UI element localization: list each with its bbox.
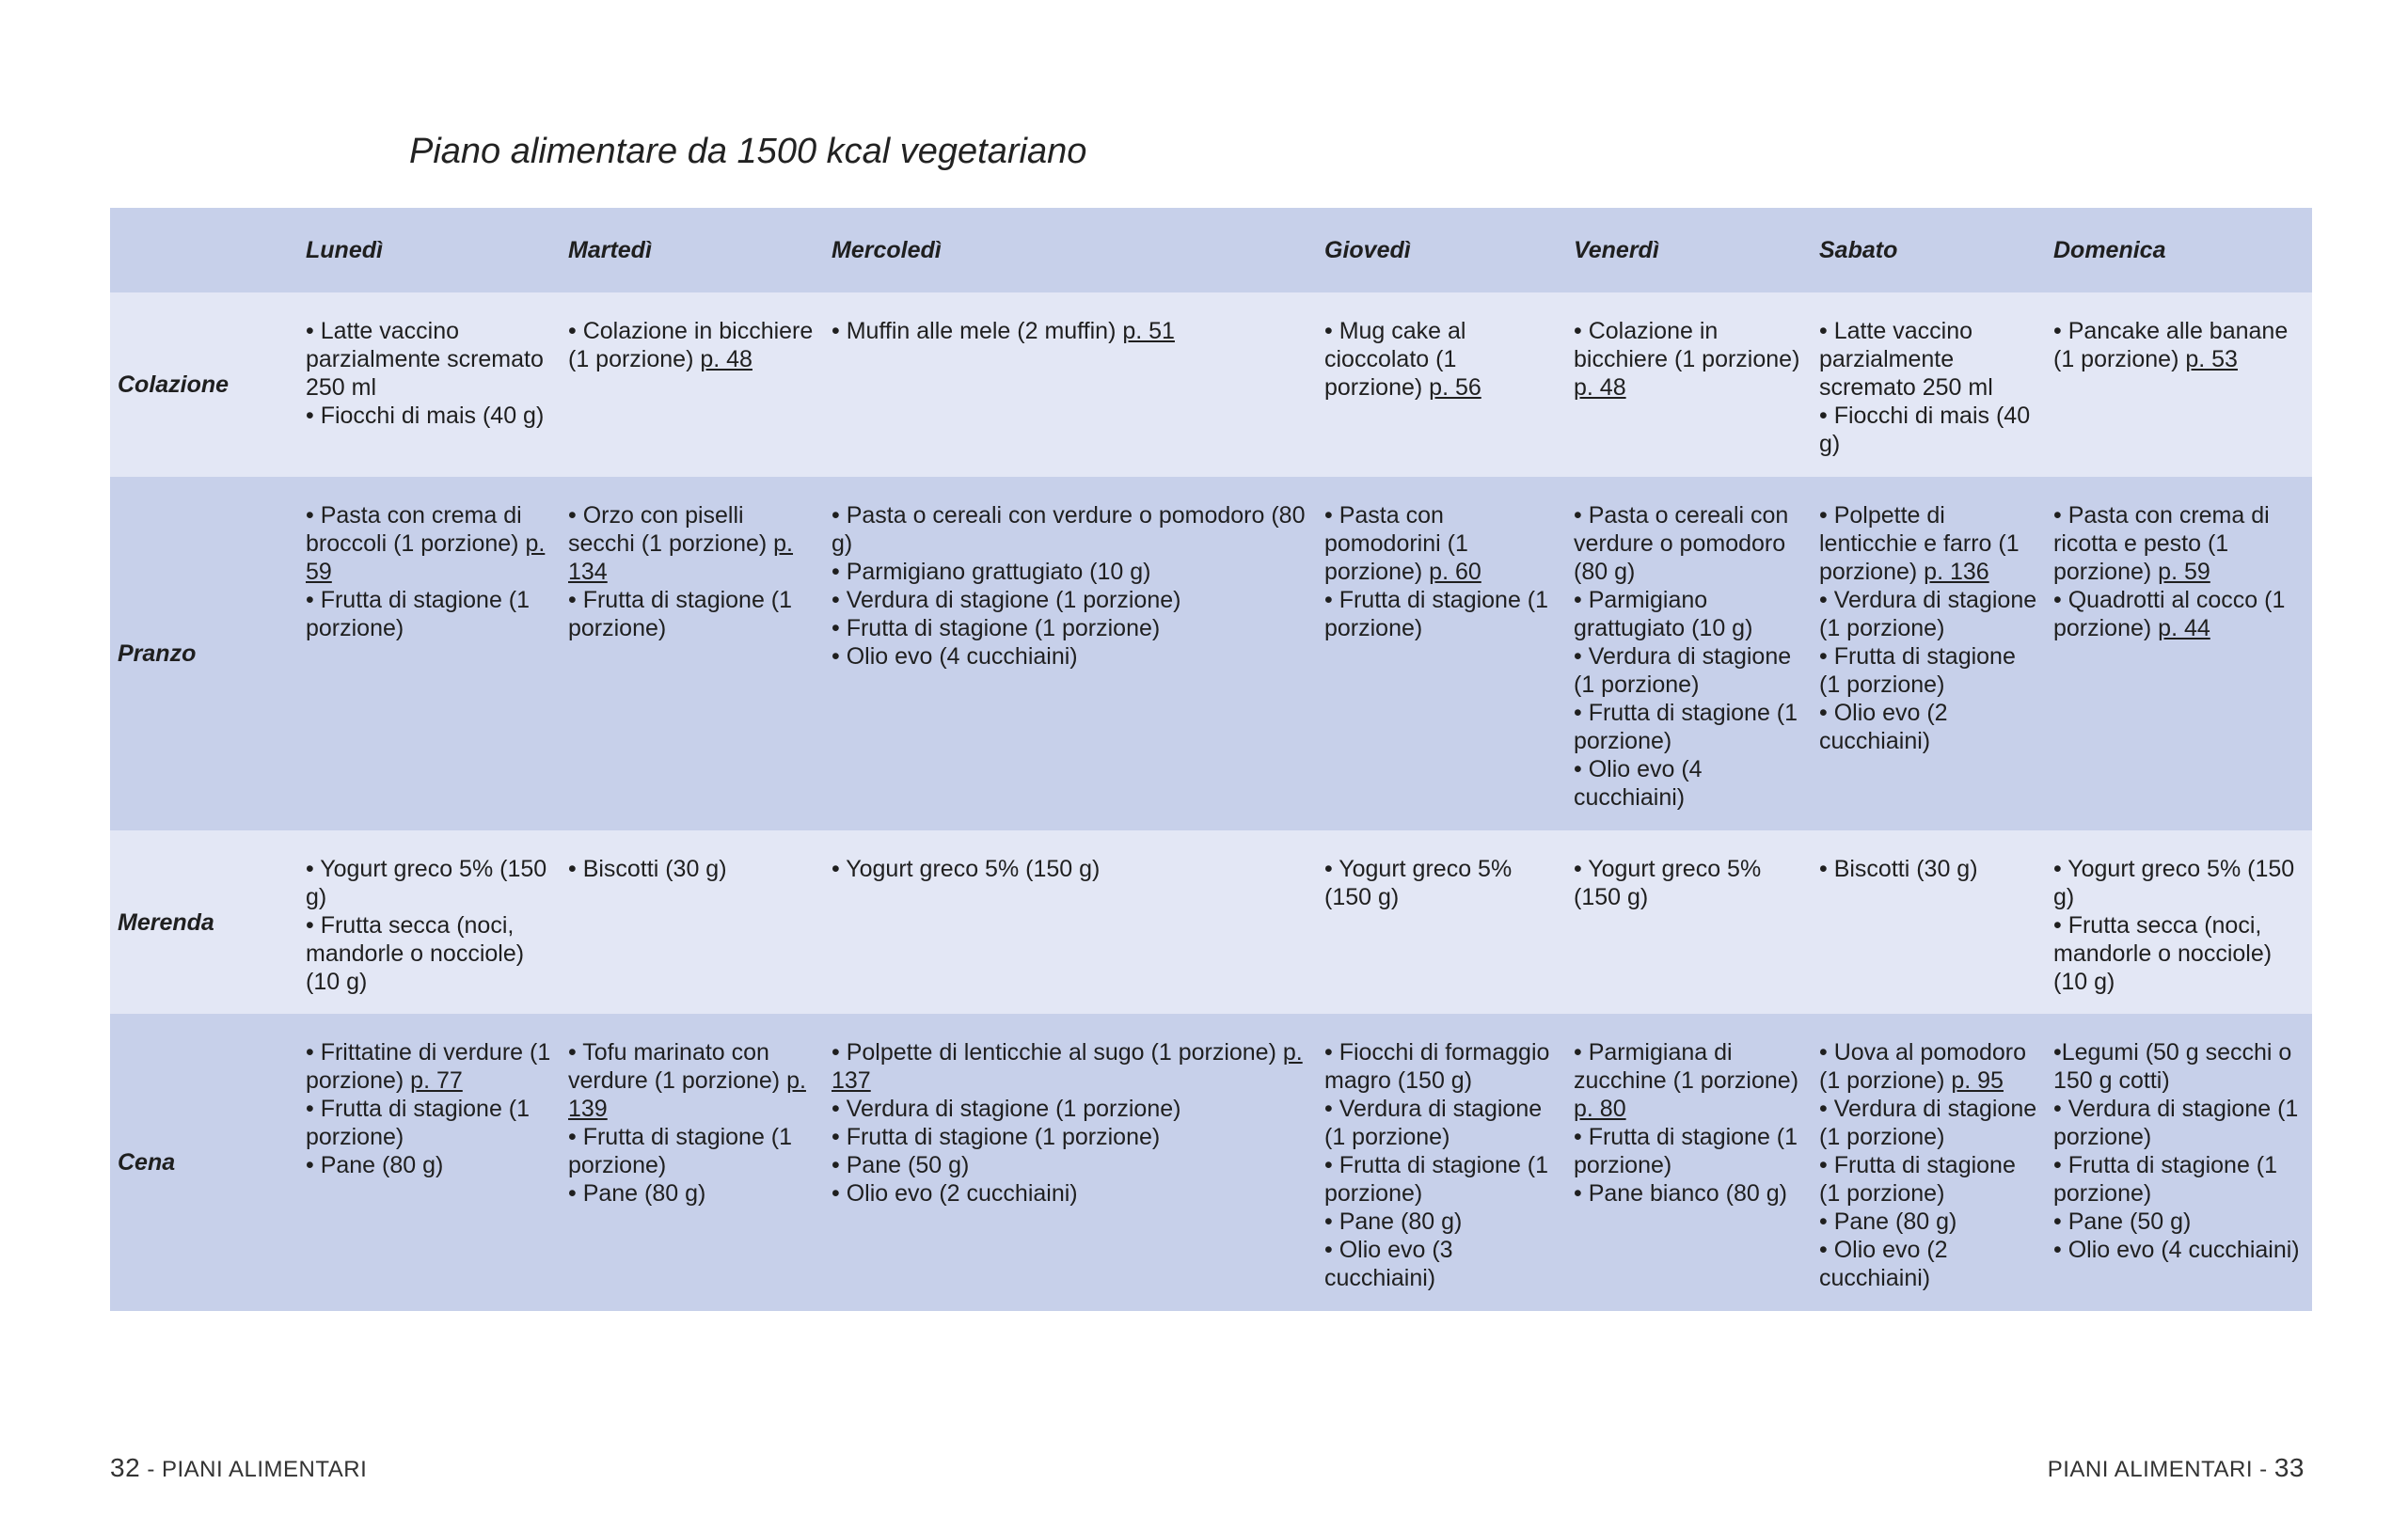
meal-item [1819, 855, 2038, 883]
meal-row [110, 292, 2312, 477]
meal-item [568, 1123, 816, 1179]
meal-item [832, 1095, 1309, 1123]
meal-item [832, 1179, 1309, 1208]
meal-item [568, 586, 816, 642]
meal-item-text: • Verdura di stagione (1 porzione) [1574, 643, 1792, 698]
footer-section-left: PIANI ALIMENTARI [161, 1457, 368, 1482]
recipe-page-ref: p. 134 [568, 530, 794, 585]
footer-separator: - [2253, 1457, 2274, 1482]
meal-item [1324, 1208, 1559, 1236]
day-header: Venerdì [1574, 237, 1659, 263]
meal-cell [298, 1014, 561, 1311]
meal-item [832, 1038, 1309, 1095]
meal-cell [561, 1014, 824, 1311]
meal-item [1819, 699, 2038, 755]
meal-item-text: • Frutta di stagione (1 porzione) [306, 587, 531, 641]
meal-item [2053, 1151, 2305, 1208]
meal-item-text: • Parmigiana di zucchine (1 porzione) [1574, 1039, 1799, 1094]
meal-item-text: • Verdura di stagione (1 porzione) [832, 1096, 1181, 1122]
recipe-page-ref: p. 59 [2158, 559, 2210, 585]
meal-item-text: • Pasta o cereali con verdure o pomodoro (80 g) [1574, 502, 1789, 585]
meal-label: Colazione [118, 371, 230, 398]
meal-item [2053, 317, 2305, 373]
meal-item [832, 642, 1309, 671]
meal-item-text: • Olio evo (4 cucchiaini) [1574, 756, 1703, 811]
meal-cell [298, 477, 561, 830]
meal-item-text: • Orzo con piselli secchi (1 porzione) [568, 502, 774, 557]
meal-cell [561, 477, 824, 830]
meal-item-text: • Polpette di lenticchie al sugo (1 porzione) [832, 1039, 1283, 1066]
day-header: Giovedì [1324, 237, 1411, 263]
meal-cell [2046, 830, 2312, 1014]
meal-item-text: • Verdura di stagione (1 porzione) [1324, 1096, 1543, 1150]
meal-item-text: • Parmigiano grattugiato (10 g) [832, 559, 1151, 585]
meal-item-text: • Olio evo (4 cucchiaini) [2053, 1237, 2300, 1263]
meal-cell [2046, 1014, 2312, 1311]
meal-cell [561, 292, 824, 477]
meal-item [1574, 642, 1804, 699]
recipe-page-ref: p. 77 [410, 1067, 463, 1094]
recipe-page-ref: p. 80 [1574, 1096, 1626, 1122]
meal-item [568, 1038, 816, 1123]
footer-section-right: PIANI ALIMENTARI [2047, 1457, 2254, 1482]
meal-item [832, 317, 1309, 345]
meal-item-text: • Frutta di stagione (1 porzione) [2053, 1152, 2278, 1207]
meal-item [1819, 1236, 2038, 1292]
meal-item [306, 855, 553, 911]
meal-cell [2046, 477, 2312, 830]
meal-cell [298, 830, 561, 1014]
meal-item-text: • Fiocchi di formaggio magro (150 g) [1324, 1039, 1550, 1094]
meal-item-text: • Biscotti (30 g) [1819, 856, 1978, 882]
meal-item [306, 1095, 553, 1151]
meal-item-text: • Fiocchi di mais (40 g) [306, 403, 545, 429]
meal-cell [1317, 1014, 1566, 1311]
meal-item [832, 855, 1309, 883]
day-header: Lunedì [306, 237, 383, 263]
meal-item [2053, 1236, 2305, 1264]
meal-item [1819, 642, 2038, 699]
meal-item-text: • Frutta secca (noci, mandorle o nocciole) (10 g) [2053, 912, 2273, 995]
meal-item [1324, 586, 1559, 642]
meal-item [1574, 586, 1804, 642]
meal-item [1819, 317, 2038, 402]
meal-item [832, 586, 1309, 614]
meal-item-text: • Pane (80 g) [1819, 1208, 1957, 1235]
meal-item [1574, 1179, 1804, 1208]
meal-item [1324, 855, 1559, 911]
meal-item-text: • Verdura di stagione (1 porzione) [1819, 1096, 2037, 1150]
meal-plan-table [110, 208, 2312, 1311]
meal-item [568, 1179, 816, 1208]
meal-item-text: • Verdura di stagione (1 porzione) [832, 587, 1181, 613]
meal-item-text: • Frittatine di verdure (1 porzione) [306, 1039, 551, 1094]
header-corner [110, 208, 298, 292]
meal-item [832, 1151, 1309, 1179]
meal-row [110, 830, 2312, 1014]
recipe-page-ref: p. 48 [700, 346, 752, 372]
meal-cell [1566, 830, 1812, 1014]
meal-item [1819, 501, 2038, 586]
meal-item [1819, 1095, 2038, 1151]
meal-item-text: • Pane bianco (80 g) [1574, 1180, 1787, 1207]
meal-item-text: • Frutta di stagione (1 porzione) [568, 587, 793, 641]
meal-item [1324, 1095, 1559, 1151]
footer-separator: - [140, 1457, 162, 1482]
footer-left [110, 1453, 367, 1483]
meal-item [306, 402, 553, 430]
meal-item-text: • Colazione in bicchiere (1 porzione) [568, 318, 814, 372]
meal-item-text: • Olio evo (2 cucchiaini) [1819, 700, 1948, 754]
meal-item-text: • Fiocchi di mais (40 g) [1819, 403, 2031, 457]
meal-item [1574, 1123, 1804, 1179]
meal-item [306, 911, 553, 996]
table-body [110, 292, 2312, 1311]
meal-item [832, 501, 1309, 558]
meal-item-text: • Frutta di stagione (1 porzione) [1324, 1152, 1549, 1207]
meal-item [306, 1151, 553, 1179]
recipe-page-ref: p. 60 [1429, 559, 1481, 585]
meal-label: Merenda [118, 908, 214, 936]
meal-cell [824, 292, 1317, 477]
meal-cell [1812, 477, 2046, 830]
meal-item [832, 614, 1309, 642]
meal-item-text: • Latte vaccino parzialmente scremato 250 ml [1819, 318, 1993, 401]
day-header: Martedì [568, 237, 652, 263]
recipe-page-ref: p. 56 [1429, 374, 1481, 401]
meal-cell [2046, 292, 2312, 477]
recipe-page-ref: p. 51 [1122, 318, 1175, 344]
meal-item-text: • Pasta con pomodorini (1 porzione) [1324, 502, 1468, 585]
recipe-page-ref: p. 136 [1924, 559, 1989, 585]
day-header: Sabato [1819, 237, 1898, 263]
recipe-page-ref: p. 59 [306, 530, 546, 585]
meal-item-text: • Frutta di stagione (1 porzione) [306, 1096, 531, 1150]
meal-item-text: • Biscotti (30 g) [568, 856, 727, 882]
recipe-page-ref: p. 139 [568, 1067, 806, 1122]
recipe-page-ref: p. 44 [2158, 615, 2210, 641]
meal-item [306, 317, 553, 402]
meal-item-text: • Frutta di stagione (1 porzione) [832, 1124, 1161, 1150]
meal-item-text: • Quadrotti al cocco (1 porzione) [2053, 587, 2286, 641]
meal-item-text: • Yogurt greco 5% (150 g) [1324, 856, 1513, 910]
meal-item-text: • Mug cake al cioccolato (1 porzione) [1324, 318, 1466, 401]
page-title: Piano alimentare da 1500 kcal vegetariano [409, 132, 1087, 171]
meal-item [832, 558, 1309, 586]
meal-cell [1317, 830, 1566, 1014]
meal-cell [1317, 292, 1566, 477]
meal-item [1574, 501, 1804, 586]
meal-item [2053, 1095, 2305, 1151]
day-header: Mercoledì [832, 237, 942, 263]
meal-item [1324, 317, 1559, 402]
meal-item [306, 501, 553, 586]
meal-row [110, 1014, 2312, 1311]
meal-item-text: • Pane (80 g) [1324, 1208, 1463, 1235]
meal-item [1574, 1038, 1804, 1123]
footer-right [2048, 1453, 2305, 1483]
meal-item [1574, 755, 1804, 812]
meal-item [2053, 586, 2305, 642]
recipe-page-ref: p. 53 [2185, 346, 2238, 372]
meal-item [1574, 317, 1804, 402]
meal-item [1574, 855, 1804, 911]
meal-item [2053, 501, 2305, 586]
meal-item [1819, 402, 2038, 458]
meal-item-text: • Olio evo (4 cucchiaini) [832, 643, 1078, 670]
meal-item-text: • Olio evo (2 cucchiaini) [832, 1180, 1078, 1207]
meal-item [2053, 855, 2305, 911]
meal-item-text: • Yogurt greco 5% (150 g) [1574, 856, 1762, 910]
meal-item-text: • Pane (50 g) [832, 1152, 970, 1178]
meal-item [306, 586, 553, 642]
meal-item [1819, 1038, 2038, 1095]
recipe-page-ref: p. 95 [1951, 1067, 2004, 1094]
meal-item-text: • Tofu marinato con verdure (1 porzione) [568, 1039, 787, 1094]
meal-item-text: • Yogurt greco 5% (150 g) [832, 856, 1101, 882]
page-number-right: 33 [2273, 1453, 2305, 1482]
meal-item-text: • Yogurt greco 5% (150 g) [2053, 856, 2295, 910]
meal-item-text: • Pasta con crema di ricotta e pesto (1 porzione) [2053, 502, 2270, 585]
meal-item-text: • Polpette di lenticchie e farro (1 porzione) [1819, 502, 2020, 585]
meal-row [110, 477, 2312, 830]
recipe-page-ref: p. 48 [1574, 374, 1626, 401]
meal-item-text: • Frutta di stagione (1 porzione) [1324, 587, 1549, 641]
meal-item-text: • Parmigiano grattugiato (10 g) [1574, 587, 1753, 641]
meal-item-text: • Latte vaccino parzialmente scremato 250 ml [306, 318, 544, 401]
meal-item-text: • Pancake alle banane (1 porzione) [2053, 318, 2289, 372]
meal-cell [561, 830, 824, 1014]
table-header-row [110, 208, 2312, 292]
page-number-left: 32 [110, 1453, 141, 1482]
meal-cell [1566, 477, 1812, 830]
meal-item-text: • Muffin alle mele (2 muffin) [832, 318, 1123, 344]
meal-item [832, 1123, 1309, 1151]
meal-item-text: • Verdura di stagione (1 porzione) [2053, 1096, 2299, 1150]
meal-item-text: • Frutta di stagione (1 porzione) [1819, 643, 2016, 698]
meal-item-text: • Pane (50 g) [2053, 1208, 2192, 1235]
meal-item-text: •Legumi (50 g secchi o 150 g cotti) [2053, 1039, 2292, 1094]
meal-cell [1317, 477, 1566, 830]
meal-cell [1812, 1014, 2046, 1311]
meal-label: Cena [118, 1149, 176, 1176]
meal-cell [824, 830, 1317, 1014]
meal-item-text: • Pasta con crema di broccoli (1 porzione) [306, 502, 526, 557]
meal-item [1819, 1151, 2038, 1208]
meal-item [1819, 1208, 2038, 1236]
meal-cell [824, 477, 1317, 830]
meal-item [2053, 911, 2305, 996]
meal-item [568, 501, 816, 586]
meal-item-text: • Olio evo (2 cucchiaini) [1819, 1237, 1948, 1291]
meal-item-text: • Frutta di stagione (1 porzione) [832, 615, 1161, 641]
meal-item [1324, 1151, 1559, 1208]
meal-cell [1812, 292, 2046, 477]
meal-cell [1812, 830, 2046, 1014]
meal-item-text: • Frutta di stagione (1 porzione) [1819, 1152, 2016, 1207]
meal-item-text: • Frutta secca (noci, mandorle o nocciole) (10 g) [306, 912, 525, 995]
meal-item-text: • Pasta o cereali con verdure o pomodoro (80 g) [832, 502, 1306, 557]
meal-item [568, 855, 816, 883]
meal-item [2053, 1038, 2305, 1095]
meal-item [1324, 1236, 1559, 1292]
meal-item-text: • Colazione in bicchiere (1 porzione) [1574, 318, 1800, 372]
meal-item [1324, 501, 1559, 586]
day-header: Domenica [2053, 237, 2166, 263]
meal-item [1819, 586, 2038, 642]
meal-item [306, 1038, 553, 1095]
meal-item-text: • Verdura di stagione (1 porzione) [1819, 587, 2037, 641]
meal-item-text: • Frutta di stagione (1 porzione) [568, 1124, 793, 1178]
meal-cell [1566, 1014, 1812, 1311]
meal-item [1324, 1038, 1559, 1095]
meal-item-text: • Yogurt greco 5% (150 g) [306, 856, 547, 910]
meal-item-text: • Pane (80 g) [568, 1180, 706, 1207]
meal-cell [1566, 292, 1812, 477]
meal-item [1574, 699, 1804, 755]
meal-item-text: • Olio evo (3 cucchiaini) [1324, 1237, 1453, 1291]
meal-item [2053, 1208, 2305, 1236]
meal-label: Pranzo [118, 640, 197, 667]
meal-item-text: • Frutta di stagione (1 porzione) [1574, 700, 1798, 754]
meal-item-text: • Uova al pomodoro (1 porzione) [1819, 1039, 2026, 1094]
meal-item-text: • Frutta di stagione (1 porzione) [1574, 1124, 1798, 1178]
meal-cell [824, 1014, 1317, 1311]
meal-cell [298, 292, 561, 477]
recipe-page-ref: p. 137 [832, 1039, 1303, 1094]
meal-item-text: • Pane (80 g) [306, 1152, 444, 1178]
meal-item [568, 317, 816, 373]
